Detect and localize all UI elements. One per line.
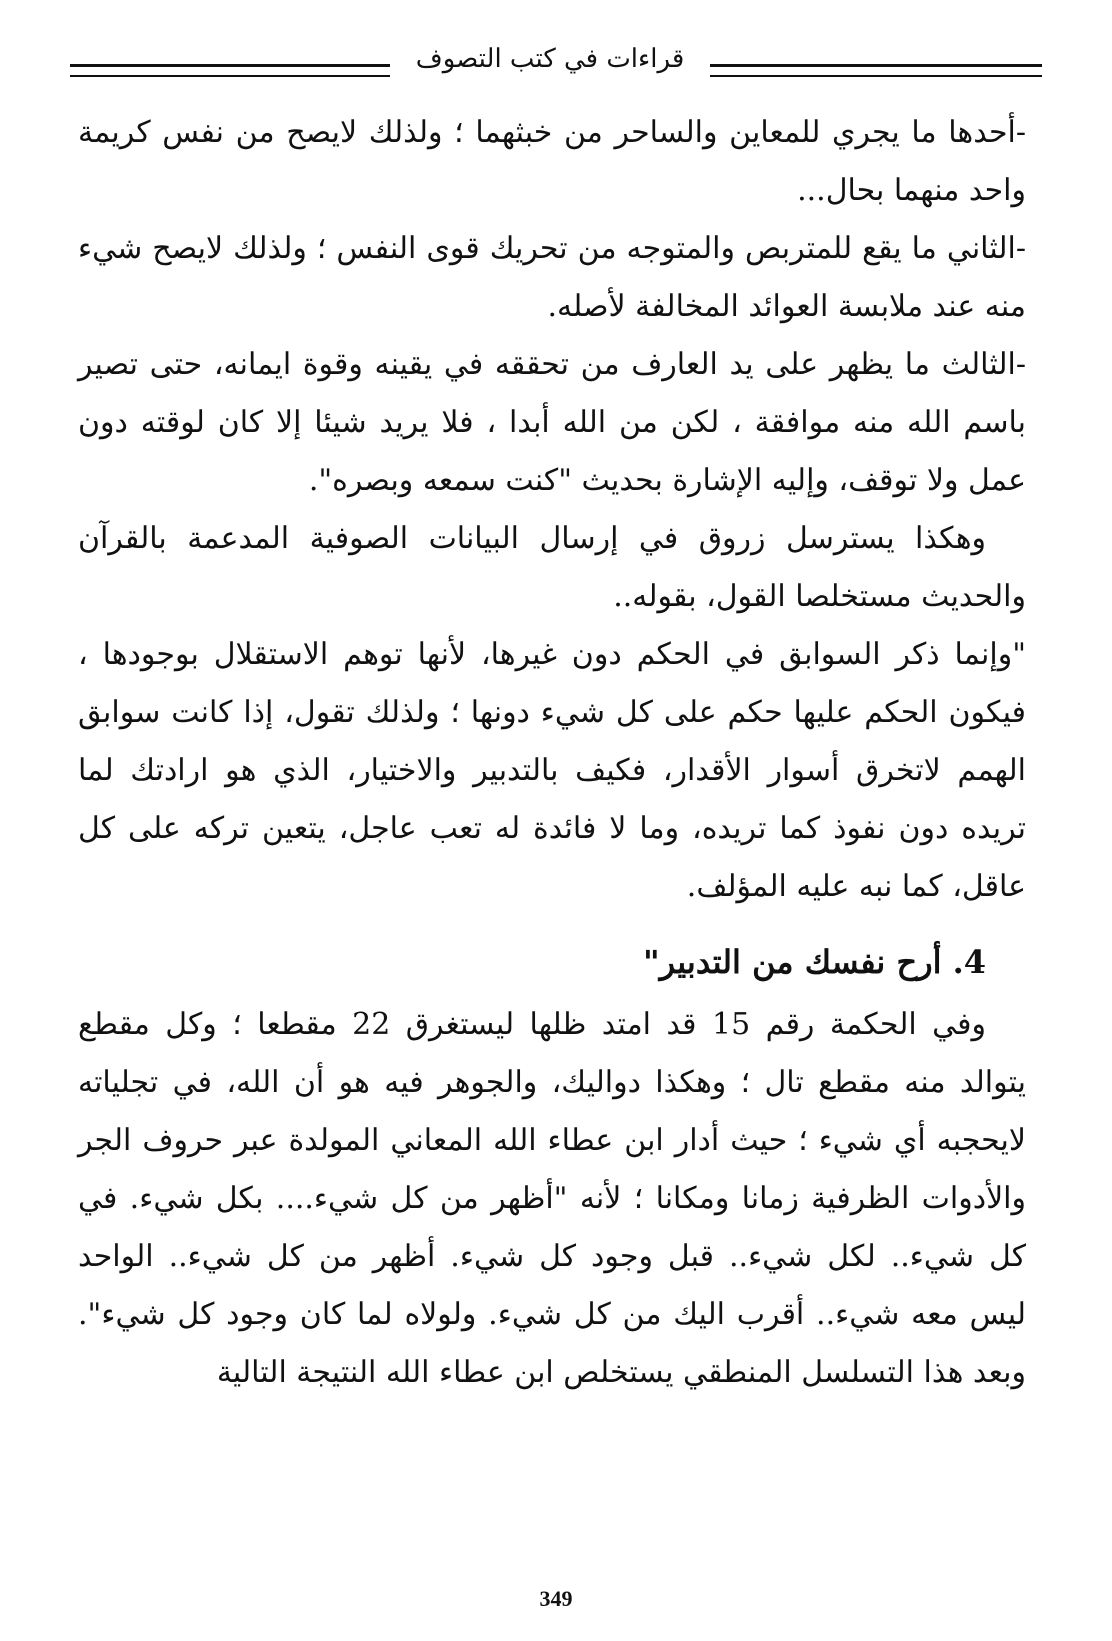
header-rule-right	[710, 64, 1042, 77]
section-heading: 4. أرح نفسك من التدبير"	[642, 943, 986, 981]
paragraph-zarruq: وهكذا يسترسل زروق في إرسال البيانات الصوفية المدعمة بالقرآن والحديث مستخلصا القول، بقوله..	[78, 521, 1026, 614]
header-rule-left	[70, 64, 390, 77]
running-header	[70, 40, 1042, 90]
paragraph-second: -الثاني ما يقع للمتربص والمتوجه من تحريك قوى النفس ؛ ولذلك لايصح شيء منه عند ملابسة العوائد المخالفة لأصله.	[78, 231, 1026, 324]
page-body	[78, 104, 1026, 1402]
paragraph-quote: "وإنما ذكر السوابق في الحكم دون غيرها، لأنها توهم الاستقلال بوجودها ، فيكون الحكم عليها حكم على كل شيء دونها ؛ ولذلك تقول، إذا كانت سوابق الهمم لاتخرق أسوار الأقدار، فكيف بالتدبير والاختيار، الذي هو ارادتك لما تريده دون نفوذ كما تريده، وما لا فائدة له تعب عاجل، يتعين تركه على كل عاقل، كما نبه عليه المؤلف.	[78, 637, 1026, 904]
section-paragraph: وفي الحكمة رقم 15 قد امتد ظلها ليستغرق 22 مقطعا ؛ وكل مقطع يتوالد منه مقطع تال ؛ وهكذا دواليك، والجوهر فيه هو أن الله، في تجلياته لايحجبه أي شيء ؛ حيث أدار ابن عطاء الله المعاني المولدة عبر حروف الجر والأدوات الظرفية زمانا ومكانا ؛ لأنه "أظهر من كل شيء.... بكل شيء. في كل شيء.. لكل شيء.. قبل وجود كل شيء. أظهر من كل شيء.. الواحد ليس معه شيء.. أقرب اليك من كل شيء. ولولاه لما كان وجود كل شيء". وبعد هذا التسلسل المنطقي يستخلص ابن عطاء الله النتيجة التالية	[78, 1007, 1026, 1390]
paragraph-first: -أحدها ما يجري للمعاين والساحر من خبثهما ؛ ولذلك لايصح من نفس كريمة واحد منهما بحال...	[78, 115, 1026, 208]
paragraph-third: -الثالث ما يظهر على يد العارف من تحققه في يقينه وقوة ايمانه، حتى تصير باسم الله منه موافقة ، لكن من الله أبدا ، فلا يريد شيئا إلا كان لوقته دون عمل ولا توقف، وإليه الإشارة بحديث "كنت سمعه وبصره".	[78, 347, 1026, 498]
running-title: قراءات في كتب التصوف	[415, 44, 685, 74]
page-number: 349	[539, 1586, 573, 1611]
